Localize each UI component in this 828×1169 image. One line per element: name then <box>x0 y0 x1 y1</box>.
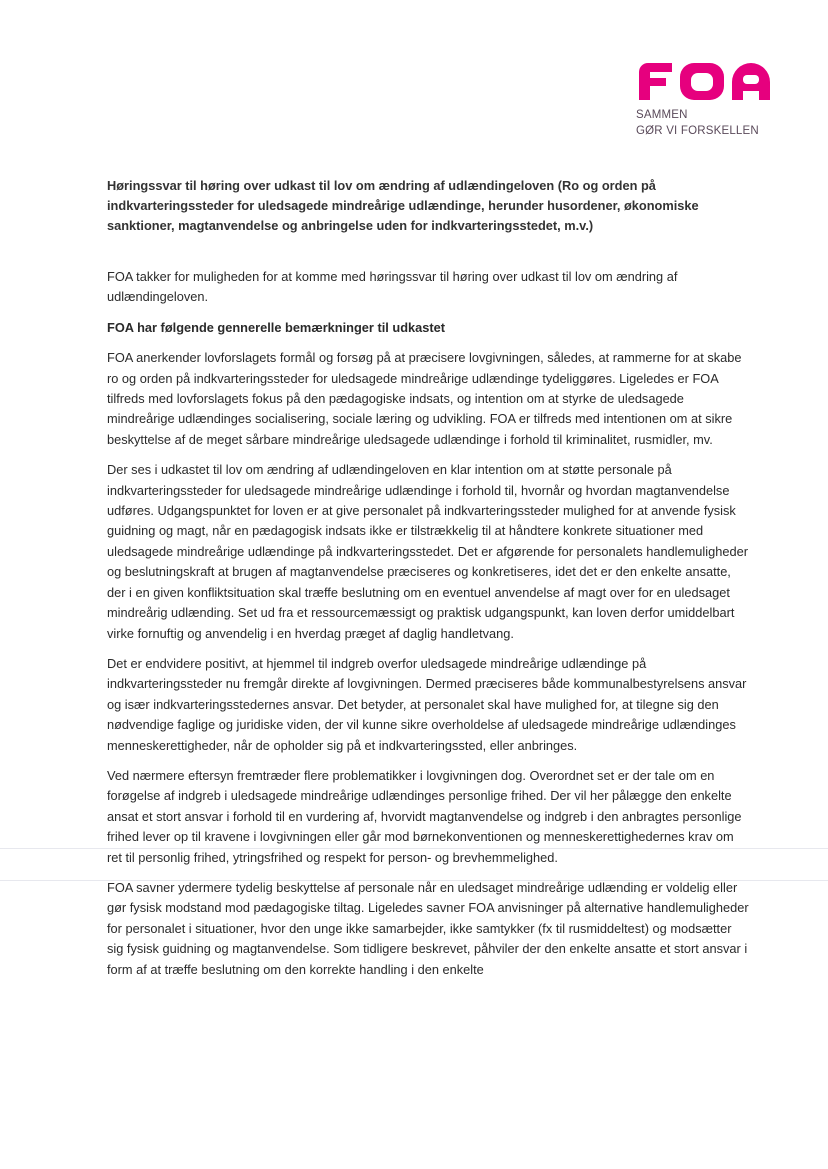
tagline-line-2: GØR VI FORSKELLEN <box>636 125 759 137</box>
scan-artifact-line <box>0 880 828 881</box>
intro-paragraph: FOA takker for muligheden for at komme med høringssvar til høring over udkast til lov om ændring af udlændingeloven. <box>107 269 678 305</box>
paragraph-2: Der ses i udkastet til lov om ændring af udlændingeloven en klar intention om at støtte personale på indkvarteringssteder for uledsagede mindreårige udlændinge i forhold til, hvornår og hvordan magtanvendelse udføres. Udgangspunktet for loven er at give personalet på indkvarteringssteder mulighed for at anvende fysisk guidning og magt, når en pædagogisk indsats ikke er tilstrækkelig til at håndtere konkrete situationer med uledsagede mindreårige udlændinge på indkvarteringsstedet. Det er afgørende for personalets handlemuligheder og beslutningskraft at brugen af magtanvendelse præciseres og konkretiseres, idet det er den enkelte ansatte, der i en given konfliktsituation skal træffe beslutning om en eventuel anvendelse af magt over for en uledsaget mindreårig udlænding. Set ud fra et ressourcemæssigt og praktisk udgangspunkt, kan loven derfor umiddelbart virke fornuftig og anvendelig i en hverdag præget af daglig handletvang. <box>107 462 748 641</box>
tagline-line-1: SAMMEN <box>636 109 688 121</box>
document-heading: Høringssvar til høring over udkast til lov om ændring af udlændingeloven (Ro og orden på indkvarteringssteder for uledsagede mindreårige udlændinge, herunder husordener, økonomiske sanktioner, magtanvendelse og anbringelse uden for indkvarteringsstedet, m.v.) <box>107 178 699 233</box>
document-body <box>107 267 749 990</box>
scan-artifact-line <box>0 848 828 849</box>
foa-logo <box>636 62 786 139</box>
logo-tagline <box>636 107 786 139</box>
paragraph-3: Det er endvidere positivt, at hjemmel til indgreb overfor uledsagede mindreårige udlændinge på indkvarteringssteder nu fremgår direkte af lovgivningen. Dermed præciseres både kommunalbestyrelsens ansvar og især indkvarteringsstedernes ansvar. Det betyder, at personalet skal have mulighed for, at tilegne sig den nødvendige faglige og juridiske viden, der vil kunne sikre overholdelse af uledsagede mindreårige udlændinges menneskerettigheder, når de opholder sig på et indkvarteringssted, eller anbringes. <box>107 655 747 753</box>
paragraph-4: Ved nærmere eftersyn fremtræder flere problematikker i lovgivningen dog. Overordnet set er der tale om en forøgelse af indgreb i uledsagede mindreårige udlændinges personlige frihed. Der vil her pålægge den enkelte ansat et stort ansvar i forhold til en vurdering af, hvorvidt magtanvendelse og indgreb i den anbragtes personlige frihed lever op til kravene i lovgivningen eller går mod børnekonventionen og menneskerettighedernes krav om ret til personlig frihed, ytringsfrihed og respekt for person- og brevhemmelighed. <box>107 767 742 865</box>
foa-logo-mark <box>636 62 786 102</box>
paragraph-5: FOA savner ydermere tydelig beskyttelse af personale når en uledsaget mindreårige udlænding er voldelig eller gør fysisk modstand mod pædagogiske tiltag. Ligeledes savner FOA anvisninger på alternative handlemuligheder for personalet i situationer, hvor den unge ikke samarbejder, ikke samtykker (fx til rusmiddeltest) og modsætter sig fysisk guidning og magtanvendelse. Som tidligere beskrevet, påhviler der den enkelte ansatte et stort ansvar i form af at træffe beslutning om den korrekte handling i den enkelte <box>107 879 749 977</box>
section-subheading: FOA har følgende gennerelle bemærkninger til udkastet <box>107 319 445 335</box>
paragraph-1: FOA anerkender lovforslagets formål og forsøg på at præcisere lovgivningen, således, at rammerne for at skabe ro og orden på indkvarteringssteder for uledsagede mindreårige udlændinge tydeliggøres. Ligeledes er FOA tilfreds med lovforslagets fokus på den pædagogiske indsats, og intention om at styrke de uledsagede mindreårige udlændinges socialisering, sociale læring og udvikling. FOA er tilfreds med intentionen om at sikre beskyttelse af de meget sårbare mindreårige uledsagede udlændinge i forhold til kriminalitet, rusmidler, mv. <box>107 350 742 447</box>
